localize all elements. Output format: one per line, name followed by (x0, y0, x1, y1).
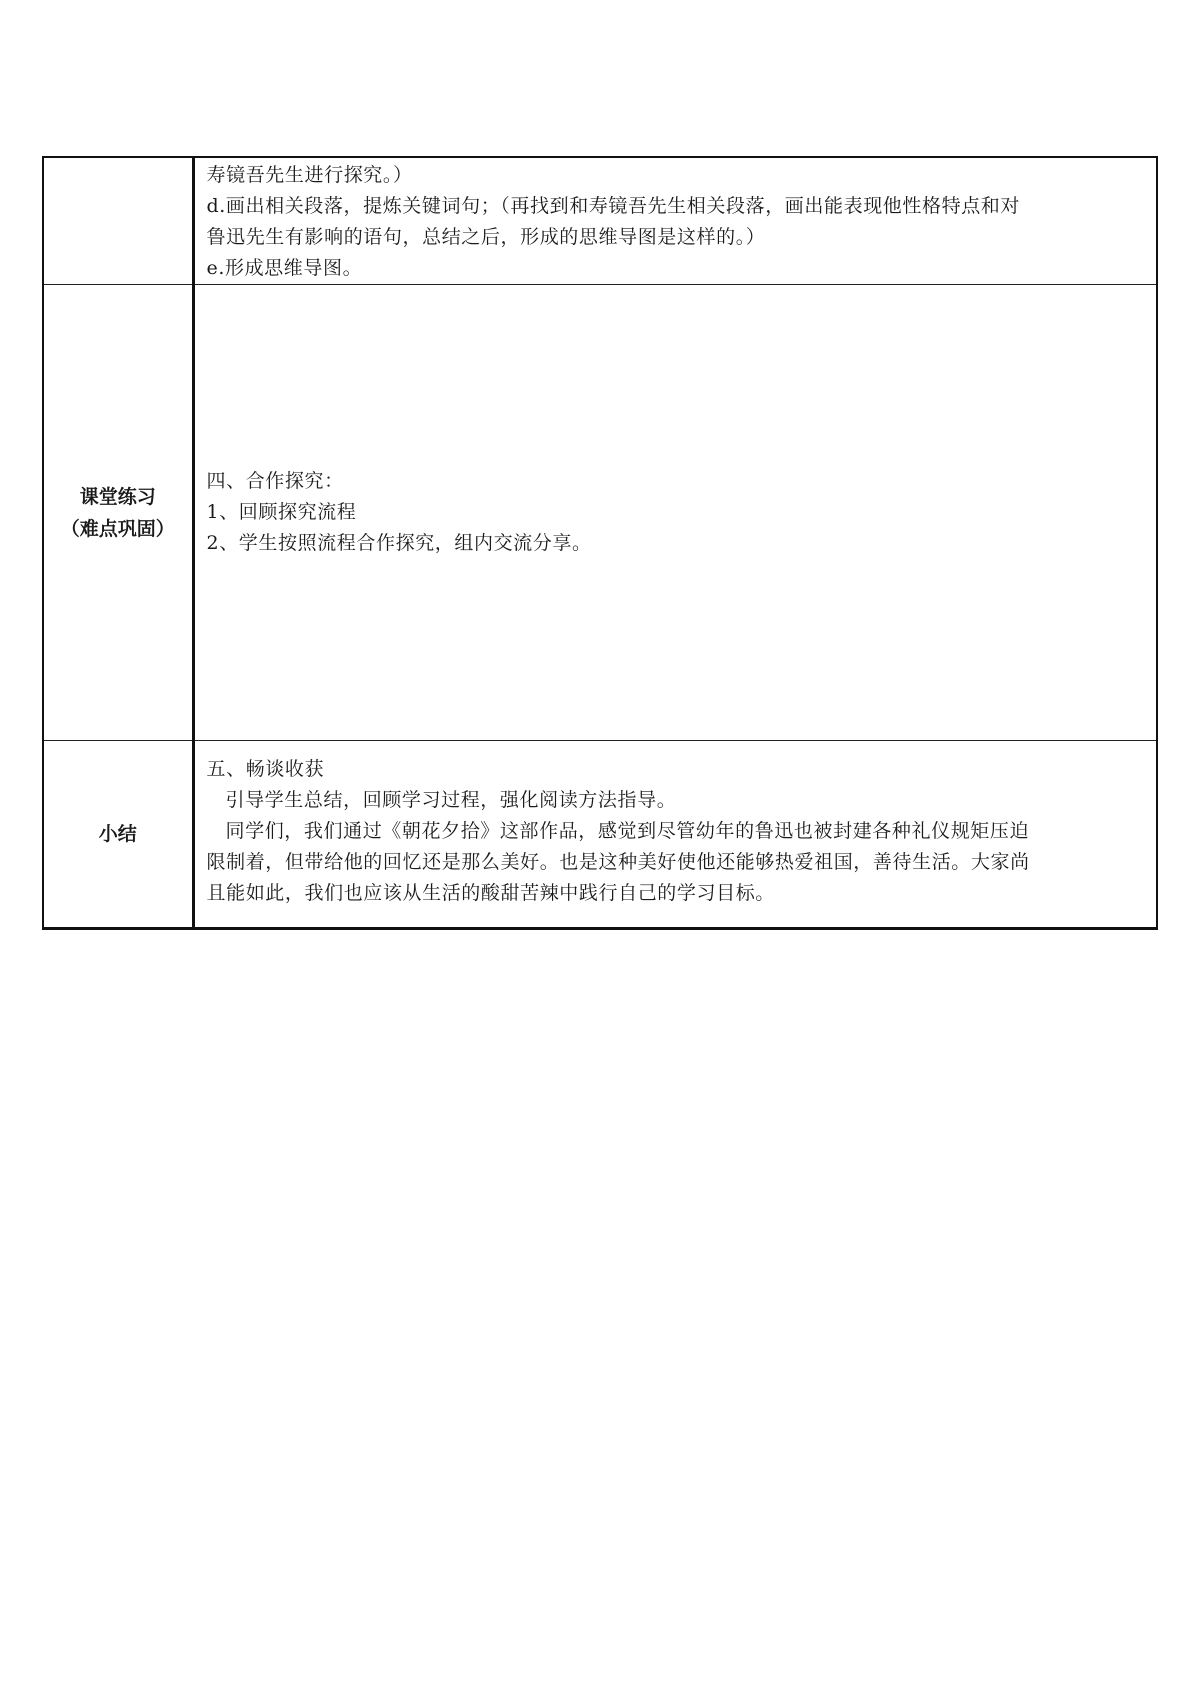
table-row-inquiry-steps (43, 157, 1157, 285)
content-line: 同学们，我们通过《朝花夕拾》这部作品，感觉到尽管幼年的鲁迅也被封建各种礼仪规矩压迫 (225, 820, 1030, 842)
content-line: 引导学生总结，回顾学习过程，强化阅读方法指导。 (225, 789, 677, 811)
table-row-classroom-practice (43, 285, 1157, 741)
row-content-inquiry-steps (193, 157, 1157, 285)
row-label-line: 小结 (98, 823, 137, 845)
content-line: 且能如此，我们也应该从生活的酸甜苦辣中践行自己的学习目标。 (206, 882, 775, 904)
row-label-empty (43, 157, 193, 285)
content-line: 限制着，但带给他的回忆还是那么美好。也是这种美好使他还能够热爱祖国，善待生活。大家尚 (206, 851, 1030, 873)
row-content-classroom-practice (193, 285, 1157, 741)
table-row-summary (43, 741, 1157, 929)
content-line: 四、合作探究： (206, 470, 344, 492)
content-line: 1、回顾探究流程 (206, 501, 357, 523)
content-line: d.画出相关段落，提炼关键词句；（再找到和寿镜吾先生相关段落，画出能表现他性格特点和对 (206, 195, 1021, 217)
content-line: 五、畅谈收获 (206, 758, 325, 780)
lesson-plan-table (42, 156, 1158, 930)
content-line: 寿镜吾先生进行探究。） (206, 164, 413, 186)
content-line: 鲁迅先生有影响的语句，总结之后，形成的思维导图是这样的。） (206, 226, 766, 248)
row-label-line: （难点巩固） (60, 517, 175, 540)
row-label-summary (43, 741, 193, 929)
row-label-line: 课堂练习 (79, 485, 156, 508)
content-line: 2、学生按照流程合作探究，组内交流分享。 (206, 532, 592, 554)
row-label-classroom-practice (43, 285, 193, 741)
row-content-summary (193, 741, 1157, 929)
content-line: e.形成思维导图。 (206, 257, 363, 279)
